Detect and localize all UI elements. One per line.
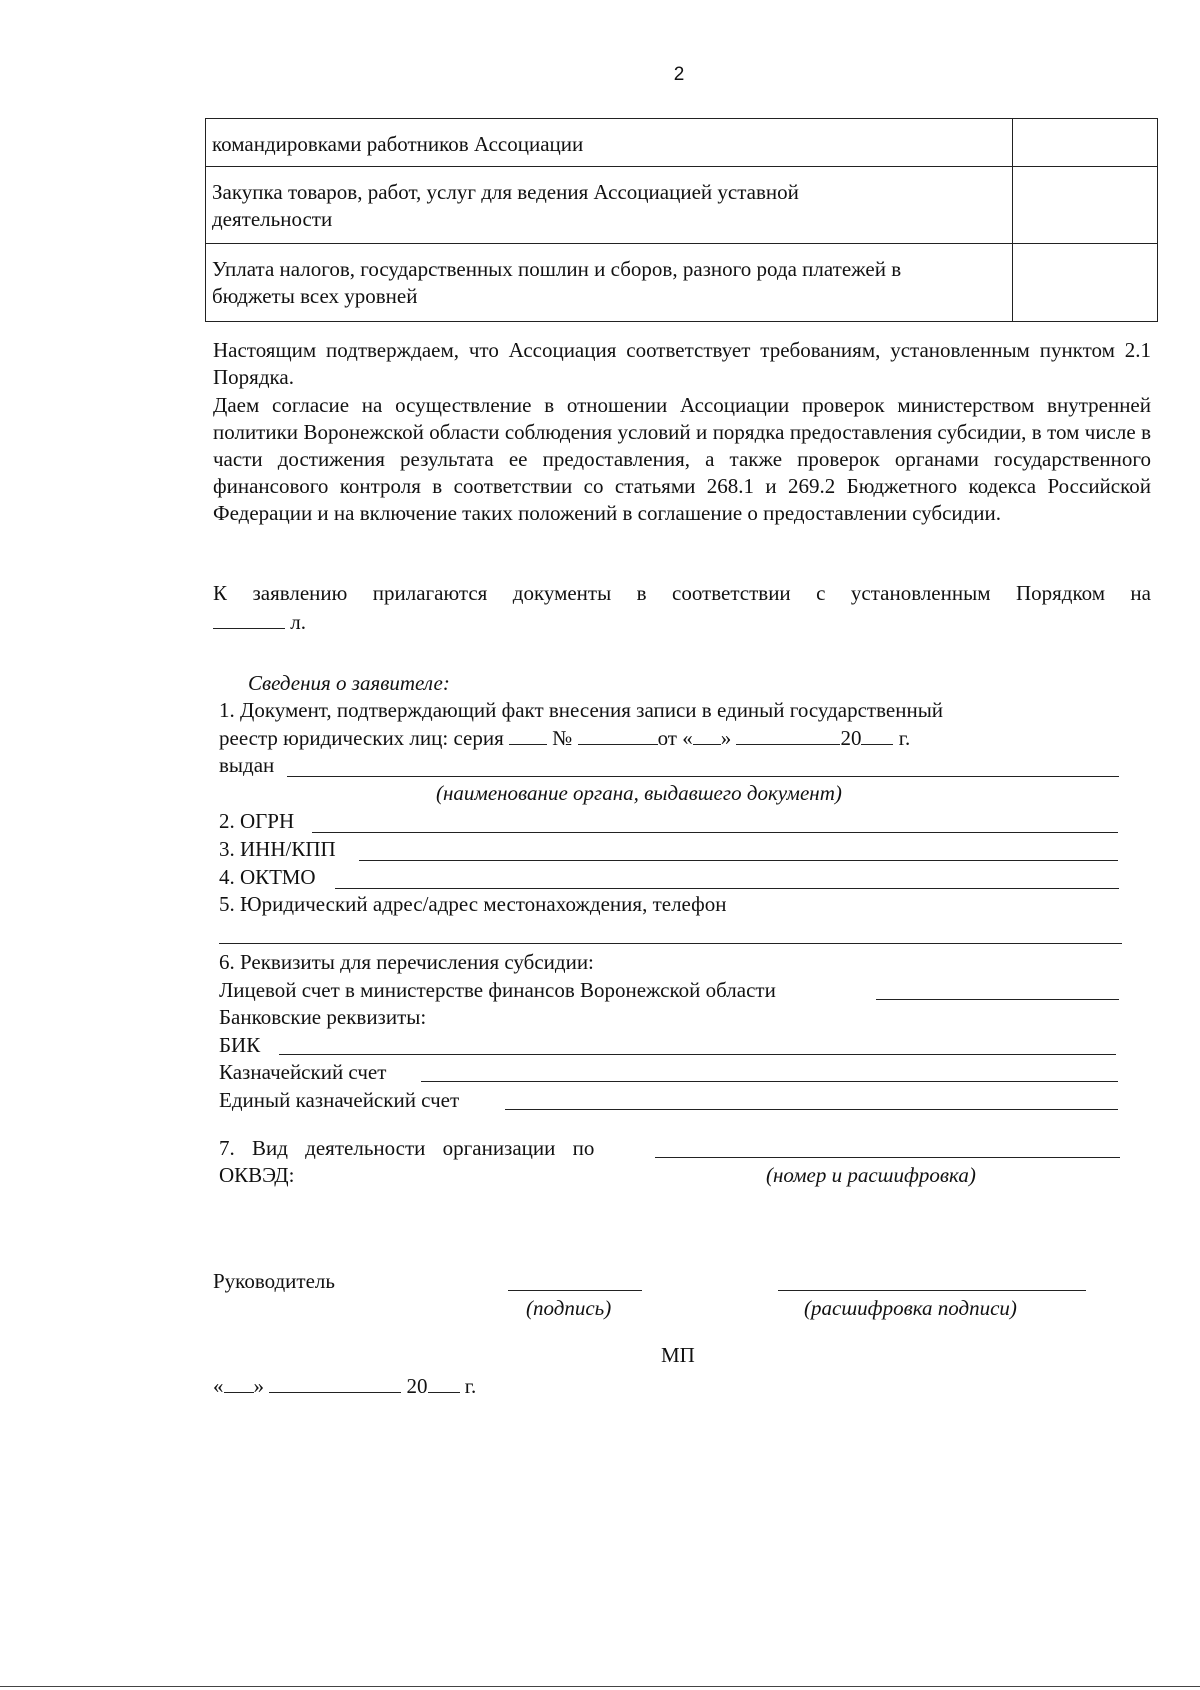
single-treasury-account-label: Единый казначейский счет	[219, 1088, 460, 1112]
pages-count-field[interactable]	[213, 608, 285, 629]
year-suffix: г.	[898, 726, 911, 750]
series-field[interactable]	[509, 724, 547, 745]
table-cell: Закупка товаров, работ, услуг для ведения Ассоциацией уставной деятельности	[206, 167, 1013, 244]
signature-decode-caption: (расшифровка подписи)	[804, 1296, 1017, 1320]
activity-caption: (номер и расшифровка)	[766, 1163, 976, 1187]
bik-label: БИК	[219, 1033, 261, 1057]
oktmo-field[interactable]	[335, 888, 1119, 889]
head-label: Руководитель	[213, 1269, 335, 1293]
date-quote-open: «	[213, 1374, 224, 1398]
date-from-label: от «	[657, 726, 693, 750]
expenses-table	[205, 118, 1158, 322]
requisites-heading: 6. Реквизиты для перечисления субсидии:	[219, 950, 594, 974]
treasury-account-label: Казначейский счет	[219, 1060, 387, 1084]
number-field[interactable]	[578, 724, 658, 745]
table-cell: Уплата налогов, государственных пошлин и сборов, разного рода платежей в бюджеты всех уровней	[206, 244, 1013, 322]
signing-date	[213, 1372, 476, 1400]
number-sign: №	[552, 726, 573, 750]
activity-field[interactable]	[655, 1157, 1120, 1158]
address-label: 5. Юридический адрес/адрес местонахождения, телефон	[219, 892, 727, 916]
applicant-heading: Сведения о заявителе:	[248, 671, 450, 695]
sign-year-suffix: г.	[464, 1374, 477, 1398]
sign-month-field[interactable]	[269, 1372, 401, 1393]
issuer-caption: (наименование органа, выдавшего документ)	[436, 781, 842, 805]
date-quote-close: »	[253, 1374, 264, 1398]
confirm-paragraph: Настоящим подтверждаем, что Ассоциация соответствует требованиям, установленным пунктом 2.1 Порядка.	[213, 338, 1151, 389]
ogrn-label: 2. ОГРН	[219, 809, 295, 833]
item-1-line-2	[219, 724, 910, 752]
consent-paragraph: Даем согласие на осуществление в отношении Ассоциации проверок министерством внутренней политики Воронежской области соблюдения условий и порядка предоставления субсидии, в том числе в части достижения результата ее предоставления, а также проверок органами государственного финансового контроля в соответствии со статьями 268.1 и 269.2 Бюджетного кодекса Российской Федерации и на включение таких положений в соглашение о предоставлении субсидии.	[213, 393, 1151, 525]
date-quote-close: »	[720, 726, 732, 750]
day-field[interactable]	[693, 724, 721, 745]
personal-account-label: Лицевой счет в министерстве финансов Воронежской области	[219, 978, 776, 1002]
sign-year-field[interactable]	[428, 1372, 460, 1393]
sign-year-prefix: 20	[406, 1374, 428, 1398]
month-field[interactable]	[736, 724, 840, 745]
activity-label: 7. Вид деятельности организации по	[219, 1136, 595, 1160]
item-1-line-1: 1. Документ, подтверждающий факт внесения записи в единый государственный	[219, 698, 944, 722]
bik-field[interactable]	[279, 1054, 1116, 1055]
signature-decode-field[interactable]	[778, 1290, 1086, 1291]
issued-by-label: выдан	[219, 753, 275, 777]
attachments-pages	[213, 608, 306, 636]
page-bottom-rule	[0, 1686, 1200, 1687]
stamp-label: МП	[661, 1343, 695, 1367]
address-field[interactable]	[219, 943, 1122, 944]
table-cell: командировками работников Ассоциации	[206, 119, 1013, 167]
treasury-account-field[interactable]	[421, 1081, 1118, 1082]
bank-requisites-label: Банковские реквизиты:	[219, 1005, 427, 1029]
sign-day-field[interactable]	[224, 1372, 254, 1393]
signature-field[interactable]	[508, 1290, 642, 1291]
table-cell	[1013, 244, 1158, 322]
inn-kpp-field[interactable]	[359, 860, 1118, 861]
attachments-paragraph: К заявлению прилагаются документы в соответствии с установленным Порядком на	[213, 581, 1151, 605]
okved-label: ОКВЭД:	[219, 1163, 295, 1187]
registry-series-label: реестр юридических лиц: серия	[219, 726, 504, 750]
inn-kpp-label: 3. ИНН/КПП	[219, 837, 336, 861]
single-treasury-account-field[interactable]	[505, 1109, 1118, 1110]
table-cell	[1013, 167, 1158, 244]
personal-account-field[interactable]	[876, 999, 1119, 1000]
table-row	[206, 244, 1158, 322]
year-field[interactable]	[861, 724, 893, 745]
signature-caption: (подпись)	[526, 1296, 612, 1320]
oktmo-label: 4. ОКТМО	[219, 865, 316, 889]
issued-by-field[interactable]	[287, 776, 1119, 777]
table-cell	[1013, 119, 1158, 167]
table-row	[206, 167, 1158, 244]
year-prefix: 20	[840, 726, 862, 750]
pages-suffix: л.	[290, 610, 306, 634]
table-row	[206, 119, 1158, 167]
ogrn-field[interactable]	[312, 832, 1118, 833]
page-number: 2	[673, 64, 685, 85]
